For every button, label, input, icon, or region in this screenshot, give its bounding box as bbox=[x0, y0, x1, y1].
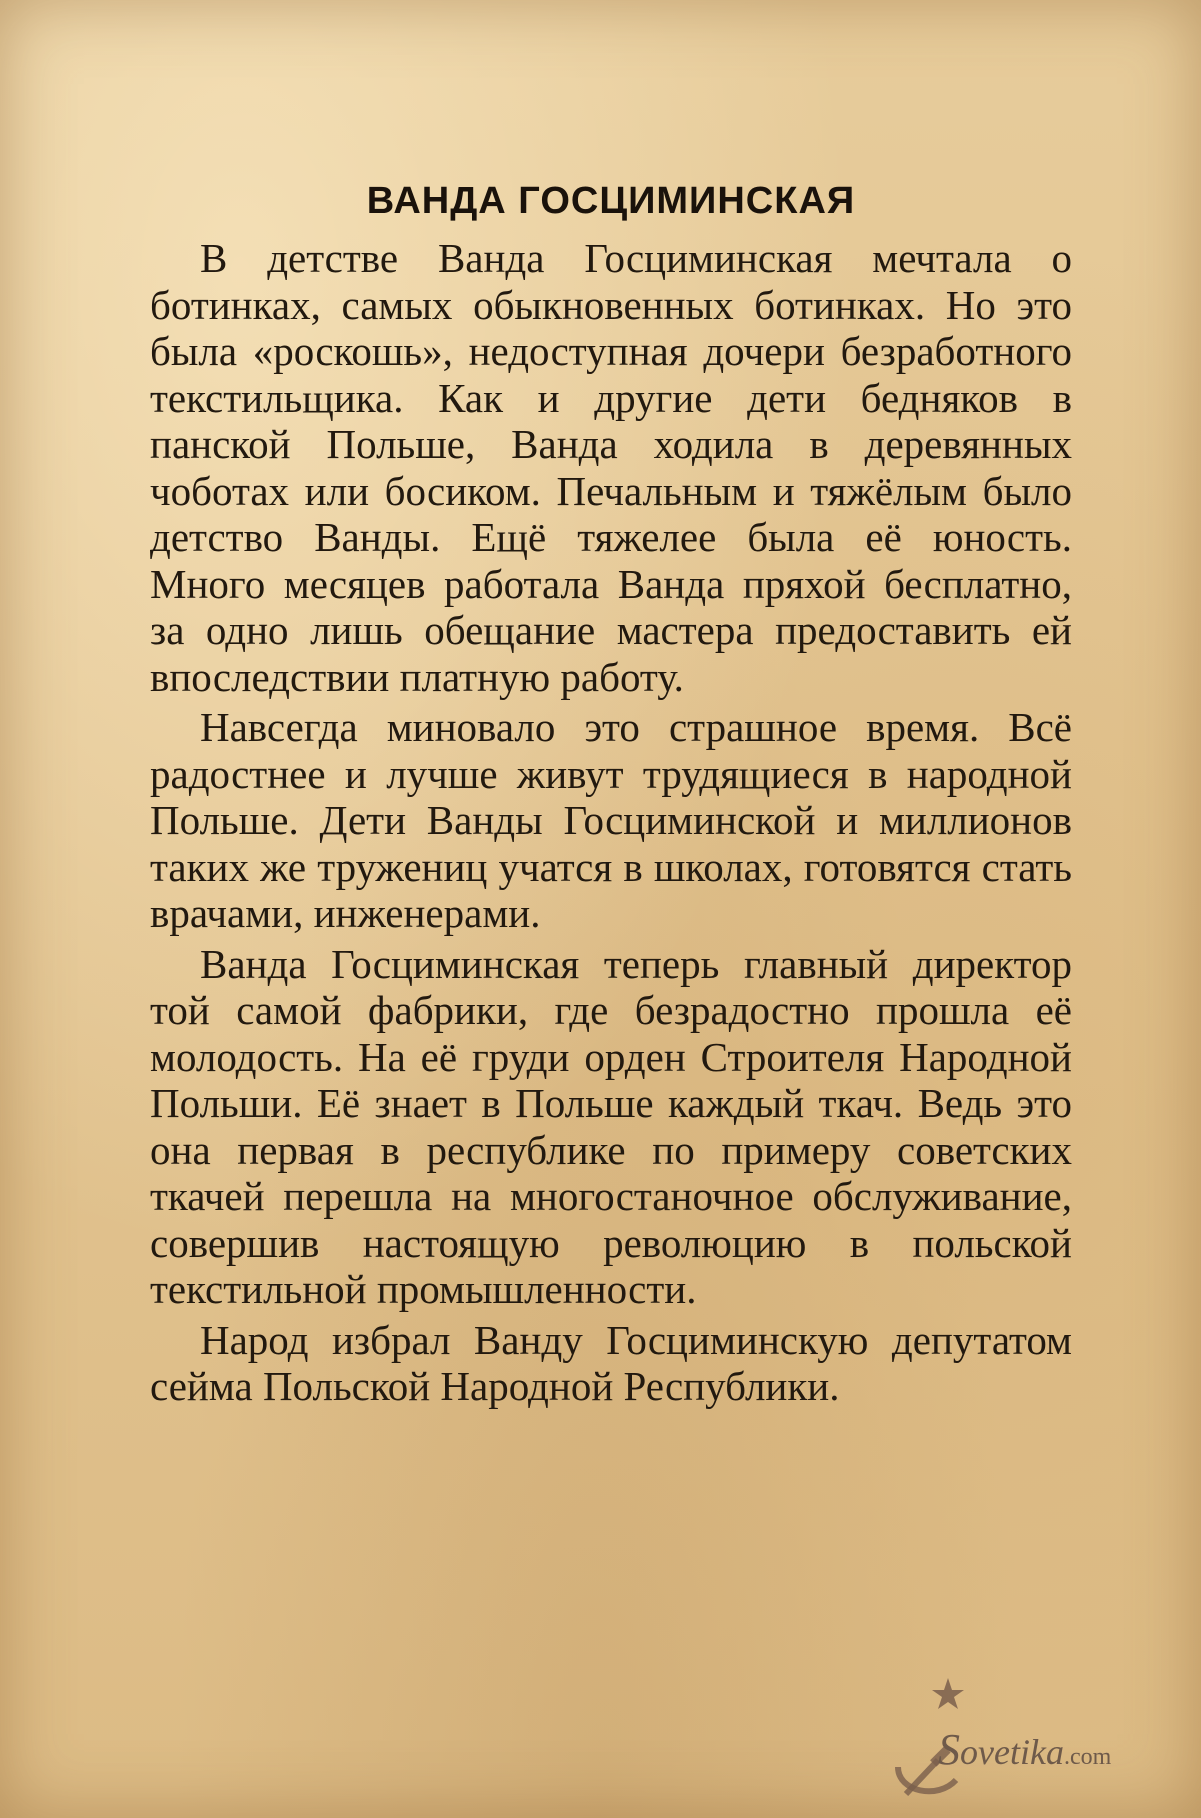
watermark-letter: S bbox=[938, 1725, 960, 1774]
paragraph-2: Навсегда миновало это страшное время. Всё радостнее и лучше живут трудящиеся в народной Польше. Дети Ванды Госциминской и миллионов таких же тружениц учатся в школах, готовятся стать врачами, инженерами. bbox=[150, 704, 1072, 936]
watermark-word: ovetika bbox=[960, 1732, 1064, 1772]
paragraph-1: В детстве Ванда Госциминская мечтала о ботинках, самых обыкновенных ботинках. Но это была «роскошь», недоступная дочери безработного текстильщика. Как и другие дети бедняков в панской Польше, Ванда ходила в деревянных чоботах или босиком. Печальным и тяжёлым было детство Ванды. Ещё тяжелее была её юность. Много месяцев работала Ванда пряхой бесплатно, за одно лишь обещание мастера предоставить ей впоследствии платную работу. bbox=[150, 235, 1072, 700]
article-title: ВАНДА ГОСЦИМИНСКАЯ bbox=[366, 180, 856, 222]
paragraph-4: Народ избрал Ванду Госциминскую депутатом сейма Польской Народной Республики. bbox=[150, 1316, 1072, 1409]
watermark-domain: .com bbox=[1063, 1744, 1112, 1770]
paragraph-3: Ванда Госциминская теперь главный директор той самой фабрики, где безрадостно прошла её молодость. На её груди орден Строителя Народной Польши. Её знает в Польше каждый ткач. Ведь это она первая в республике по примеру советских ткачей перешла на многостаночное обслуживание, совершив настоящую революцию в польской текстильной промышленности. bbox=[150, 940, 1072, 1312]
watermark-text bbox=[938, 1724, 1111, 1775]
article bbox=[150, 180, 1072, 1414]
sovetika-watermark bbox=[868, 1672, 1188, 1812]
